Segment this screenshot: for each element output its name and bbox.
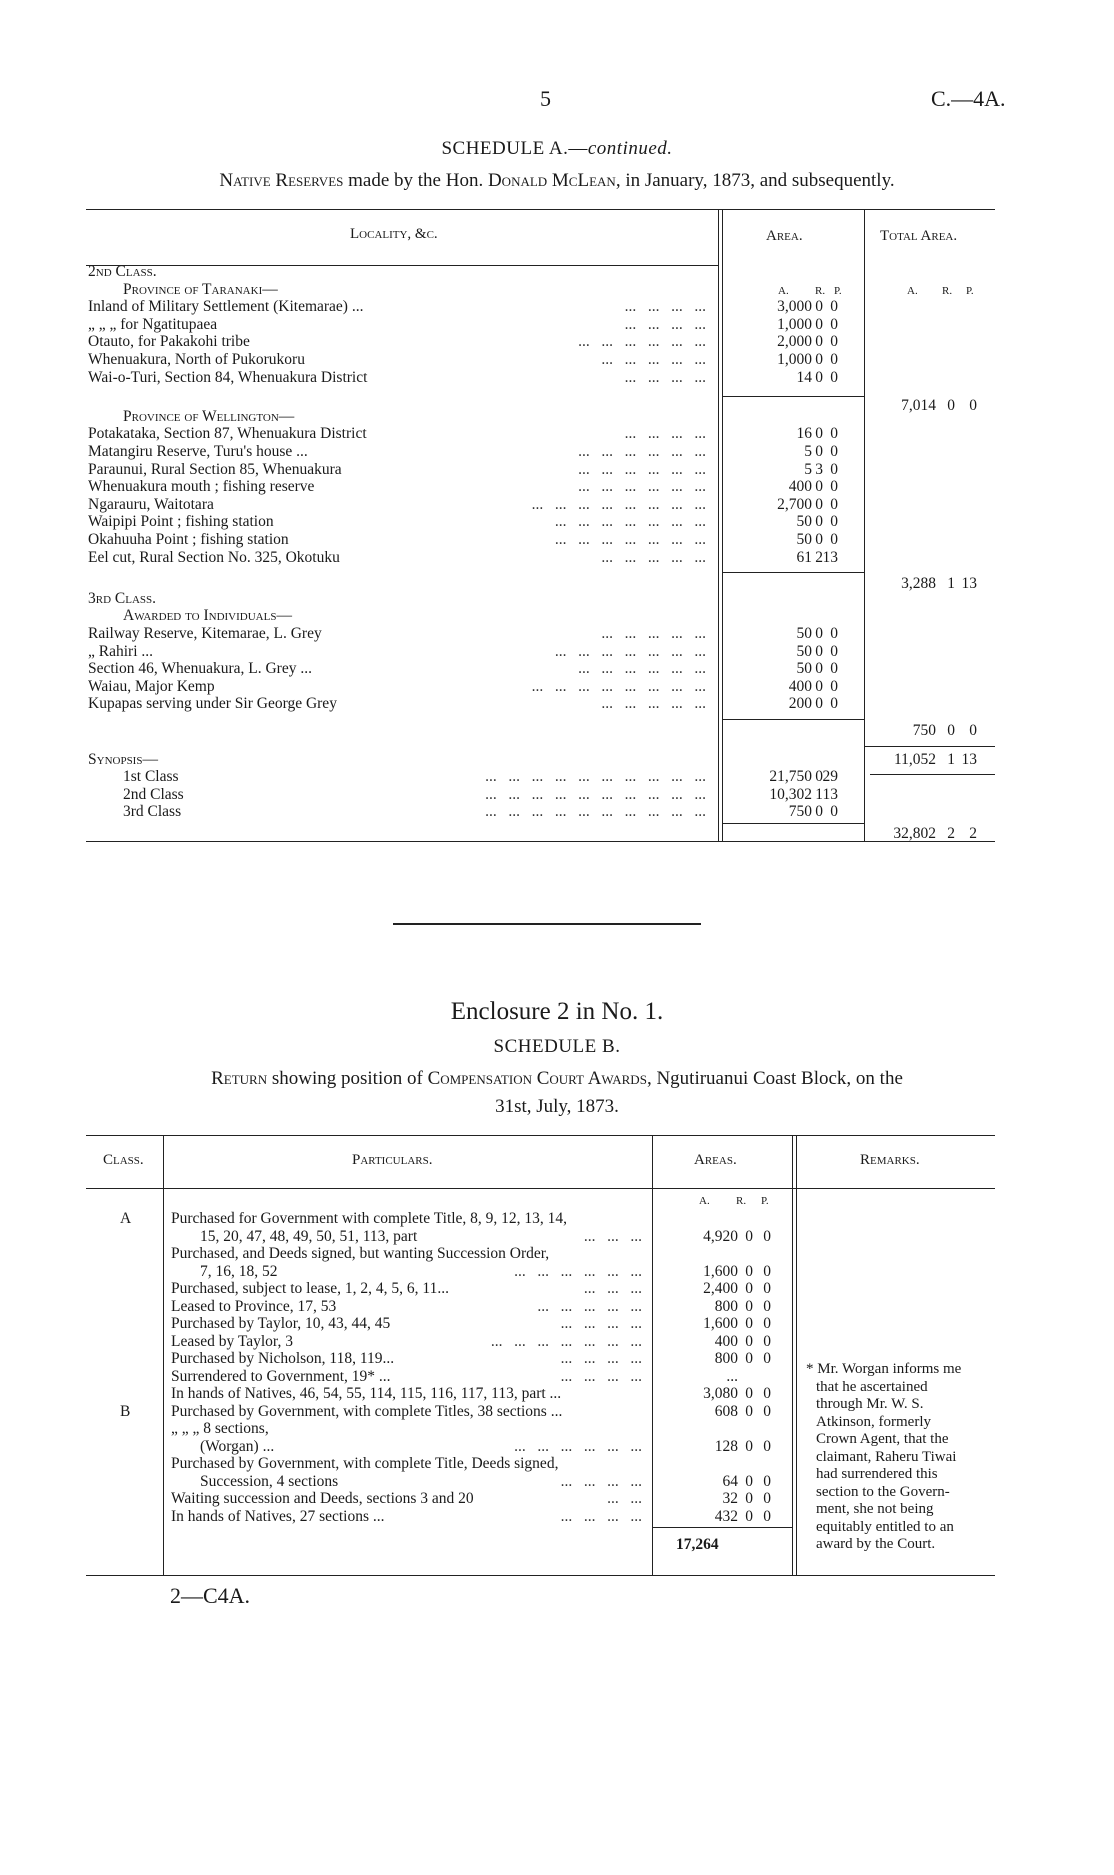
wellington-row-2-perches: 0 [830, 443, 838, 460]
wellington-row-2-leader: ... ... ... ... ... ... [578, 443, 706, 460]
synopsis-row-1-acres: 21,750 [769, 768, 812, 786]
taranaki-row-2-perches: 0 [830, 315, 838, 333]
table-a-col-rule-2 [722, 209, 723, 841]
taranaki-row-4-roods: 0 [815, 351, 823, 368]
particulars-row-1-text-2: 15, 20, 47, 48, 49, 50, 51, 113, part [200, 1227, 418, 1245]
particulars-row-1-leader: ... ... ... [583, 1227, 642, 1245]
wellington-row-6-acres: 50 [796, 513, 812, 531]
signature-mark: 2—C4A. [170, 1583, 251, 1608]
area-unit-header: P. [834, 284, 842, 297]
wellington-row-7-perches: 0 [830, 531, 838, 548]
wellington-row-4-acres: 400 [788, 478, 812, 496]
individual-row-4-acres: 400 [788, 677, 812, 695]
wellington-row-6-roods: 0 [815, 513, 823, 531]
second-class-total-rule [870, 774, 995, 775]
table-b-col-rule-4 [796, 1135, 797, 1575]
particulars-row-9-roods: 0 [745, 1385, 753, 1402]
individual-row-1-acres: 50 [796, 625, 812, 642]
taranaki-total-acres: 7,014 [901, 397, 936, 415]
particulars-row-12-roods: 0 [745, 1472, 753, 1490]
remark-line-10: equitably entitled to an [816, 1518, 954, 1535]
wellington-row-3-perches: 0 [830, 460, 838, 478]
individual-row-5-label: Kupapas serving under Sir George Grey [88, 695, 337, 713]
synopsis-row-1-label: 1st Class [123, 768, 179, 786]
particulars-row-6-acres: 400 [714, 1332, 738, 1350]
particulars-row-2-text-2: 7, 16, 18, 52 [200, 1262, 278, 1280]
grand-total-roods: 2 [947, 825, 955, 842]
class-b-label: B [120, 1402, 131, 1420]
taranaki-row-5-perches: 0 [830, 368, 838, 386]
wellington-row-1-perches: 0 [830, 425, 838, 443]
taranaki-row-1-leader: ... ... ... ... [624, 298, 706, 316]
individual-row-2-perches: 0 [830, 642, 838, 660]
wellington-row-3-label: Paraunui, Rural Section 85, Whenuakura [88, 460, 342, 478]
total-unit-header: A. [907, 284, 918, 297]
particulars-row-14-text: In hands of Natives, 27 sections ... [171, 1507, 385, 1525]
individual-row-5-acres: 200 [788, 695, 812, 713]
table-a-col-rule-1 [718, 209, 719, 841]
synopsis-row-2-roods: 1 [815, 785, 823, 803]
wellington-row-5-label: Ngarauru, Waitotara [88, 495, 214, 513]
individual-row-3-roods: 0 [815, 660, 823, 678]
particulars-row-6-perches: 0 [763, 1332, 771, 1350]
particulars-row-8-leader: ... ... ... ... [560, 1367, 642, 1385]
particulars-row-4-leader: ... ... ... ... ... [537, 1297, 642, 1315]
particulars-row-4-roods: 0 [745, 1297, 753, 1315]
remark-line-7: had surrendered this [816, 1466, 938, 1482]
synopsis-row-3-roods: 0 [815, 803, 823, 821]
particulars-row-1-roods: 0 [745, 1227, 753, 1245]
schedule-b-subtitle [0, 1068, 1114, 1090]
wellington-total-roods: 1 [947, 575, 955, 593]
synopsis-row-3-acres: 750 [788, 803, 812, 821]
table-b-header-rule [86, 1188, 995, 1189]
particulars-row-6-roods: 0 [745, 1332, 753, 1350]
individual-row-5-roods: 0 [815, 695, 823, 713]
individual-row-3-perches: 0 [830, 660, 838, 678]
wellington-row-3-roods: 3 [815, 460, 823, 478]
individual-row-5-perches: 0 [830, 695, 838, 713]
taranaki-row-5-roods: 0 [815, 368, 823, 386]
subtitle-native-reserves: Native Reserves [219, 170, 344, 191]
particulars-row-1-text: Purchased for Government with complete Title, 8, 9, 12, 13, 14, [171, 1210, 568, 1227]
section-3rd-class: 3rd Class. [88, 589, 157, 607]
synopsis-sum-rule [722, 823, 864, 824]
taranaki-row-2-roods: 0 [815, 315, 823, 333]
wellington-row-7-acres: 50 [796, 531, 812, 548]
wellington-row-4-roods: 0 [815, 478, 823, 496]
wellington-subtotal-rule [722, 572, 864, 573]
individual-row-4-perches: 0 [830, 677, 838, 695]
taranaki-row-3-label: Otauto, for Pakakohi tribe [88, 333, 250, 351]
table-a-header-area: Area. [766, 228, 803, 244]
total-unit-header: P. [966, 284, 974, 297]
individual-row-4-leader: ... ... ... ... ... ... ... ... [531, 677, 706, 695]
taranaki-row-1-acres: 3,000 [777, 298, 812, 316]
wellington-row-4-leader: ... ... ... ... ... ... [578, 478, 706, 496]
particulars-row-5-text: Purchased by Taylor, 10, 43, 44, 45 [171, 1315, 391, 1332]
particulars-row-3-leader: ... ... ... [583, 1280, 642, 1297]
wellington-row-1-acres: 16 [796, 425, 812, 443]
particulars-row-6-leader: ... ... ... ... ... ... ... [490, 1332, 642, 1350]
taranaki-subtotal-rule [722, 396, 864, 397]
page-number: 5 [540, 86, 551, 111]
second-class-total-roods: 1 [947, 750, 955, 768]
particulars-row-10-text: Purchased by Government, with complete Titles, 38 sections ... [171, 1402, 563, 1420]
class-a-label: A [120, 1210, 132, 1227]
taranaki-row-5-acres: 14 [796, 368, 812, 386]
particulars-row-13-perches: 0 [763, 1490, 771, 1507]
particulars-row-5-leader: ... ... ... ... [560, 1315, 642, 1332]
schedule-a-subtitle [0, 170, 1114, 192]
wellington-row-1-label: Potakataka, Section 87, Whenuakura District [88, 425, 367, 443]
particulars-row-2-perches: 0 [763, 1262, 771, 1280]
wellington-row-8-roods: 2 [815, 548, 823, 566]
wellington-row-7-label: Okahuuha Point ; fishing station [88, 531, 289, 548]
particulars-row-14-perches: 0 [763, 1507, 771, 1525]
remark-line-6: claimant, Raheru Tiwai [816, 1448, 957, 1465]
table-a-header-locality: Locality, &c. [350, 226, 438, 242]
taranaki-row-5-leader: ... ... ... ... [624, 368, 706, 386]
synopsis-row-3-leader: ... ... ... ... ... ... ... ... ... ... [485, 803, 706, 821]
wellington-row-3-acres: 5 [804, 460, 812, 478]
remark-line-4: Atkinson, formerly [816, 1413, 931, 1430]
particulars-row-14-leader: ... ... ... ... [560, 1507, 642, 1525]
synopsis-row-2-acres: 10,302 [769, 785, 812, 803]
taranaki-row-1-label: Inland of Military Settlement (Kitemarae) ... [88, 298, 364, 316]
particulars-row-8-text: Surrendered to Government, 19* ... [171, 1367, 391, 1385]
remark-line-5: Crown Agent, that the [816, 1431, 949, 1447]
schedule-a-title-continued: continued. [587, 138, 673, 159]
synopsis-row-3-perches: 0 [830, 803, 838, 821]
particulars-row-4-perches: 0 [763, 1297, 771, 1315]
wellington-row-6-perches: 0 [830, 513, 838, 531]
taranaki-row-1-perches: 0 [830, 298, 838, 316]
individual-row-1-leader: ... ... ... ... ... [601, 625, 706, 642]
particulars-row-3-perches: 0 [763, 1280, 771, 1297]
remark-line-8: section to the Govern- [816, 1483, 950, 1500]
synopsis-row-1-roods: 0 [815, 768, 823, 786]
particulars-row-2-roods: 0 [745, 1262, 753, 1280]
wellington-row-1-leader: ... ... ... ... [624, 425, 706, 443]
particulars-row-11-perches: 0 [763, 1437, 771, 1455]
individual-subtotal-rule [722, 719, 864, 720]
particulars-row-2-text: Purchased, and Deeds signed, but wanting Succession Order, [171, 1245, 550, 1262]
area-unit-header: A. [699, 1195, 710, 1207]
individual-row-2-roods: 0 [815, 642, 823, 660]
individual-row-1-roods: 0 [815, 625, 823, 642]
wellington-row-8-leader: ... ... ... ... ... [601, 548, 706, 566]
section-2nd-class: 2nd Class. [88, 263, 157, 280]
taranaki-row-2-label: „ „ „ for Ngatitupaea [88, 315, 218, 333]
total-unit-header: R. [942, 284, 953, 297]
grand-total-acres: 32,802 [893, 825, 936, 842]
particulars-row-10-acres: 608 [714, 1402, 738, 1420]
individual-row-4-roods: 0 [815, 677, 823, 695]
particulars-row-8-acres: ... [726, 1367, 738, 1385]
particulars-row-12-text-2: Succession, 4 sections [200, 1472, 339, 1490]
table-b-col-rule-2 [652, 1135, 653, 1575]
individual-row-2-acres: 50 [796, 642, 812, 660]
particulars-row-1-perches: 0 [763, 1227, 771, 1245]
synopsis-row-2-leader: ... ... ... ... ... ... ... ... ... ... [485, 785, 706, 803]
enclosure-title: Enclosure 2 in No. 1. [450, 998, 664, 1025]
synopsis-row-2-perches: 13 [822, 785, 838, 803]
wellington-row-2-roods: 0 [815, 443, 823, 460]
taranaki-row-3-acres: 2,000 [777, 333, 812, 351]
wellington-row-8-label: Eel cut, Rural Section No. 325, Okotuku [88, 548, 340, 566]
particulars-row-4-text: Leased to Province, 17, 53 [171, 1297, 337, 1315]
particulars-row-2-acres: 1,600 [703, 1262, 738, 1280]
particulars-row-12-leader: ... ... ... ... [560, 1472, 642, 1490]
remark-line-3: through Mr. W. S. [816, 1396, 924, 1412]
particulars-row-7-leader: ... ... ... ... [560, 1350, 642, 1367]
taranaki-row-3-perches: 0 [830, 333, 838, 351]
particulars-row-10-roods: 0 [745, 1402, 753, 1420]
individual-row-3-label: Section 46, Whenuakura, L. Grey ... [88, 660, 312, 678]
individual-row-2-leader: ... ... ... ... ... ... ... [554, 642, 706, 660]
particulars-row-2-leader: ... ... ... ... ... ... [514, 1262, 642, 1280]
synopsis-heading: Synopsis— [88, 750, 158, 768]
table-a-header-rule [86, 265, 718, 266]
wellington-row-5-leader: ... ... ... ... ... ... ... ... [531, 495, 706, 513]
schedule-a-title [0, 138, 1114, 160]
synopsis-row-1-leader: ... ... ... ... ... ... ... ... ... ... [485, 768, 706, 786]
particulars-row-12-acres: 64 [722, 1472, 738, 1490]
particulars-row-13-acres: 32 [722, 1490, 738, 1507]
particulars-row-4-acres: 800 [714, 1297, 738, 1315]
subtitle-b-text-1: showing position of [267, 1068, 428, 1089]
table-b-bottom-rule [86, 1575, 995, 1576]
table-b-header-remarks: Remarks. [860, 1152, 920, 1168]
area-unit-header: A. [778, 284, 789, 297]
table-b-top-rule [86, 1135, 995, 1136]
remark-line-2: that he ascertained [816, 1378, 928, 1395]
particulars-row-5-perches: 0 [763, 1315, 771, 1332]
taranaki-row-4-leader: ... ... ... ... ... [601, 351, 706, 368]
section-divider [393, 923, 701, 925]
taranaki-row-4-acres: 1,000 [777, 351, 812, 368]
awarded-to-individuals: Awarded to Individuals— [123, 607, 292, 625]
second-class-total-perches: 13 [961, 750, 977, 768]
remark-line-1: * Mr. Worgan informs me [806, 1361, 962, 1377]
wellington-row-5-roods: 0 [815, 495, 823, 513]
particulars-row-3-text: Purchased, subject to lease, 1, 2, 4, 5, 6, 11... [171, 1280, 449, 1297]
table-a-top-rule [86, 209, 995, 210]
area-unit-header: P. [761, 1195, 769, 1207]
wellington-row-8-perches: 13 [822, 548, 838, 566]
particulars-row-14-roods: 0 [745, 1507, 753, 1525]
taranaki-row-3-leader: ... ... ... ... ... ... [578, 333, 706, 351]
taranaki-row-2-leader: ... ... ... ... [624, 315, 706, 333]
grand-total-perches: 2 [969, 825, 977, 842]
particulars-row-11-text: „ „ „ 8 sections, [171, 1420, 269, 1437]
province-wellington: Province of Wellington— [123, 407, 295, 425]
table-b-header-particulars: Particulars. [352, 1152, 433, 1168]
wellington-row-4-label: Whenuakura mouth ; fishing reserve [88, 478, 315, 496]
wellington-row-5-perches: 0 [830, 495, 838, 513]
wellington-row-2-acres: 5 [804, 443, 812, 460]
particulars-row-11-leader: ... ... ... ... ... ... [514, 1437, 642, 1455]
taranaki-row-1-roods: 0 [815, 298, 823, 316]
table-b-total-rule [652, 1527, 792, 1528]
areas-total: 17,264 [676, 1536, 719, 1553]
province-taranaki: Province of Taranaki— [123, 280, 278, 298]
particulars-row-7-acres: 800 [714, 1350, 738, 1367]
wellington-total-perches: 13 [961, 575, 977, 593]
subtitle-return: Return [211, 1068, 268, 1089]
total-column-rule [864, 746, 995, 747]
particulars-row-9-perches: 0 [763, 1385, 771, 1402]
area-unit-header: R. [736, 1195, 747, 1207]
schedule-b-date: 31st, July, 1873. [495, 1096, 619, 1117]
table-b-col-rule-3 [792, 1135, 793, 1575]
particulars-row-13-leader: ... ... [607, 1490, 642, 1507]
wellington-row-3-leader: ... ... ... ... ... ... [578, 460, 706, 478]
synopsis-row-1-perches: 29 [822, 768, 838, 786]
subtitle-text-1: made by the Hon. [343, 170, 488, 191]
wellington-row-7-roods: 0 [815, 531, 823, 548]
subtitle-compensation-court-awards: Compensation Court Awards [427, 1068, 647, 1089]
particulars-row-11-acres: 128 [714, 1437, 738, 1455]
particulars-row-7-perches: 0 [763, 1350, 771, 1367]
document-code: C.—4A. [931, 86, 1006, 111]
particulars-row-12-text: Purchased by Government, with complete Title, Deeds signed, [171, 1455, 559, 1472]
individual-row-3-leader: ... ... ... ... ... ... [578, 660, 706, 678]
taranaki-total-roods: 0 [947, 397, 955, 415]
particulars-row-11-roods: 0 [745, 1437, 753, 1455]
individual-total-acres: 750 [912, 722, 936, 739]
individual-total-roods: 0 [947, 722, 955, 739]
area-unit-header: R. [815, 284, 826, 297]
schedule-a-title-main: SCHEDULE A.— [441, 138, 588, 159]
subtitle-text-2: , in January, 1873, and subsequently. [615, 170, 895, 191]
individual-row-1-label: Railway Reserve, Kitemarae, L. Grey [88, 625, 322, 642]
taranaki-row-5-label: Wai-o-Turi, Section 84, Whenuakura District [88, 368, 368, 386]
remark-line-11: award by the Court. [816, 1536, 936, 1552]
particulars-row-3-acres: 2,400 [703, 1280, 738, 1297]
taranaki-row-2-acres: 1,000 [777, 315, 812, 333]
second-class-total-acres: 11,052 [893, 750, 936, 768]
wellington-row-8-acres: 61 [796, 548, 812, 566]
individual-row-4-label: Waiau, Major Kemp [88, 677, 215, 695]
particulars-row-14-acres: 432 [714, 1507, 738, 1525]
individual-row-5-leader: ... ... ... ... ... [601, 695, 706, 713]
wellington-row-7-leader: ... ... ... ... ... ... ... [554, 531, 706, 548]
wellington-row-5-acres: 2,700 [777, 495, 812, 513]
remark-line-9: ment, she not being [816, 1501, 934, 1517]
wellington-total-acres: 3,288 [901, 575, 936, 593]
wellington-row-1-roods: 0 [815, 425, 823, 443]
synopsis-row-2-label: 2nd Class [123, 785, 184, 803]
table-a-header-total-area: Total Area. [880, 228, 958, 244]
taranaki-row-4-perches: 0 [830, 351, 838, 368]
individual-total-perches: 0 [969, 722, 977, 739]
table-b-col-rule-1 [163, 1135, 164, 1575]
wellington-row-2-label: Matangiru Reserve, Turu's house ... [88, 443, 308, 460]
particulars-row-5-acres: 1,600 [703, 1315, 738, 1332]
taranaki-total-perches: 0 [969, 397, 977, 415]
schedule-b-title: SCHEDULE B. [493, 1036, 621, 1057]
particulars-row-13-roods: 0 [745, 1490, 753, 1507]
wellington-row-6-label: Waipipi Point ; fishing station [88, 513, 274, 531]
particulars-row-9-text: In hands of Natives, 46, 54, 55, 114, 115, 116, 117, 113, part ... [171, 1385, 562, 1402]
individual-row-2-label: „ Rahiri ... [88, 642, 153, 660]
particulars-row-7-text: Purchased by Nicholson, 118, 119... [171, 1350, 395, 1367]
particulars-row-11-text-2: (Worgan) ... [200, 1437, 275, 1455]
table-b-header-class: Class. [103, 1152, 144, 1168]
synopsis-row-3-label: 3rd Class [123, 803, 182, 821]
particulars-row-10-perches: 0 [763, 1402, 771, 1420]
individual-row-3-acres: 50 [796, 660, 812, 678]
table-b-header-areas: Areas. [694, 1152, 737, 1168]
particulars-row-12-perches: 0 [763, 1472, 771, 1490]
particulars-row-13-text: Waiting succession and Deeds, sections 3 and 20 [171, 1490, 474, 1507]
individual-row-1-perches: 0 [830, 625, 838, 642]
particulars-row-7-roods: 0 [745, 1350, 753, 1367]
subtitle-donald-mclean: Donald McLean [487, 170, 616, 191]
particulars-row-1-acres: 4,920 [703, 1227, 738, 1245]
particulars-row-9-acres: 3,080 [703, 1385, 738, 1402]
taranaki-row-3-roods: 0 [815, 333, 823, 351]
taranaki-row-4-label: Whenuakura, North of Pukorukoru [88, 351, 305, 368]
subtitle-b-text-2: , Ngutiruanui Coast Block, on the [646, 1068, 903, 1089]
particulars-row-5-roods: 0 [745, 1315, 753, 1332]
wellington-row-6-leader: ... ... ... ... ... ... ... [554, 513, 706, 531]
particulars-row-3-roods: 0 [745, 1280, 753, 1297]
wellington-row-4-perches: 0 [830, 478, 838, 496]
particulars-row-6-text: Leased by Taylor, 3 [171, 1332, 293, 1350]
